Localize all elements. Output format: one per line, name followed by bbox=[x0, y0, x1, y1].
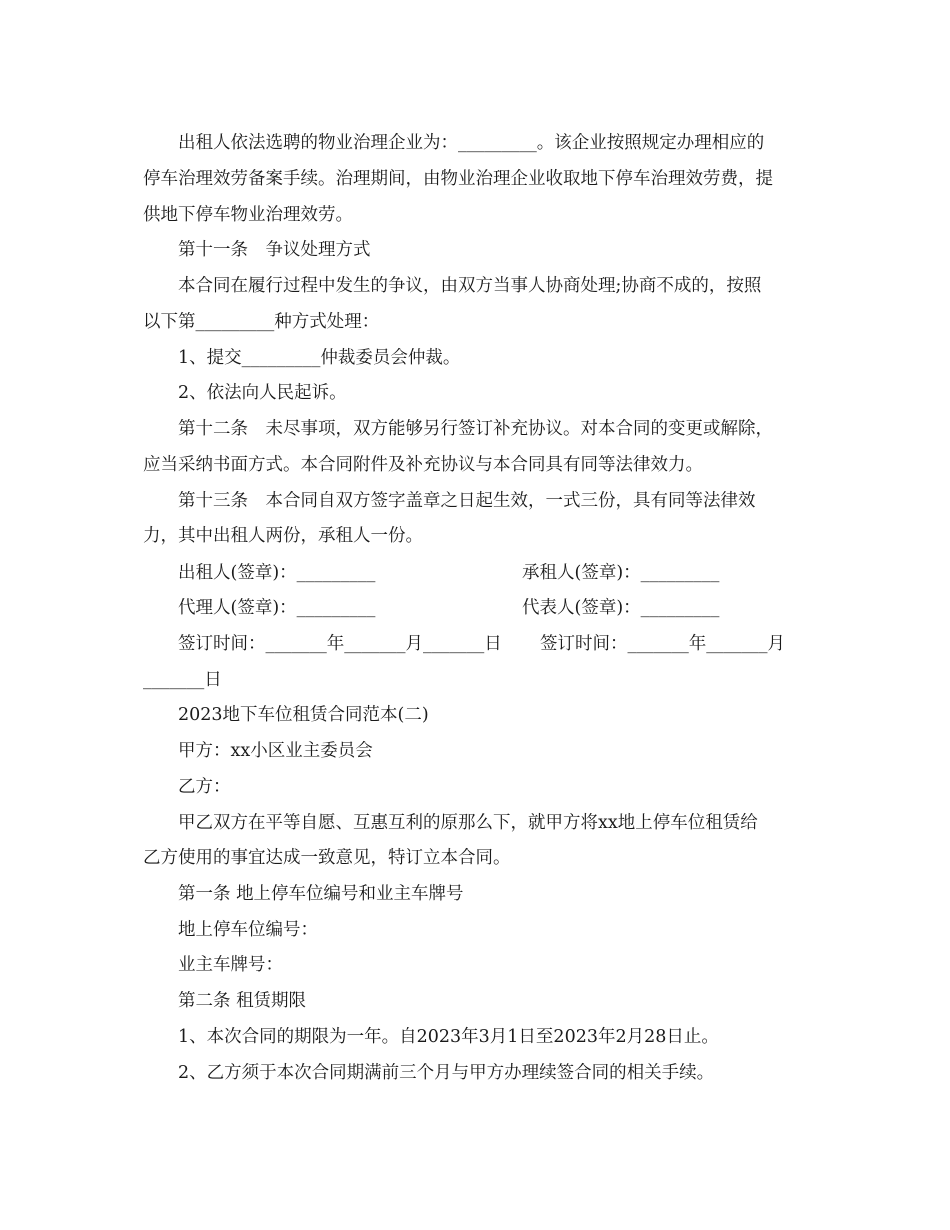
list-item: 1、本次合同的期限为一年。自2023年3月1日至2023年2月28日止。 bbox=[178, 1027, 719, 1047]
text-line: 出租人依法选聘的物业治理企业为：_________。该企业按照规定办理相应的 bbox=[178, 133, 765, 153]
list-item: 2、依法向人民起诉。 bbox=[178, 383, 347, 403]
text-line: 第十三条 本合同自双方签字盖章之日起生效，一式三份，具有同等法律效 bbox=[178, 491, 756, 511]
text-line: 业主车牌号： bbox=[178, 955, 283, 975]
list-item: 1、提交_________仲裁委员会仲裁。 bbox=[178, 348, 461, 368]
representative-signature-field: 代表人(签章)：_________ bbox=[522, 598, 720, 618]
signing-date-field: 签订时间：_______年_______月_______日 bbox=[178, 634, 502, 654]
text-line: 供地下停车物业治理效劳。 bbox=[143, 205, 353, 225]
article-heading: 第十一条 争议处理方式 bbox=[178, 240, 371, 260]
text-line: _______日 bbox=[143, 670, 222, 690]
text-line: 地上停车位编号： bbox=[178, 920, 318, 940]
lessee-signature-field: 承租人(签章)：_________ bbox=[522, 563, 720, 583]
text-line: 甲乙双方在平等自愿、互惠互利的原那么下，就甲方将xx地上停车位租赁给 bbox=[178, 813, 758, 833]
article-heading: 第二条 租赁期限 bbox=[178, 991, 307, 1011]
party-b-line: 乙方： bbox=[178, 777, 231, 797]
text-line: 力，其中出租人两份，承租人一份。 bbox=[143, 526, 423, 546]
text-line: 第十二条 未尽事项，双方能够另行签订补充协议。对本合同的变更或解除， bbox=[178, 419, 773, 439]
text-line: 应当采纳书面方式。本合同附件及补充协议与本合同具有同等法律效力。 bbox=[143, 455, 703, 475]
section-title: 2023地下车位租赁合同范本(二) bbox=[178, 705, 429, 725]
text-line: 以下第_________种方式处理： bbox=[143, 312, 380, 332]
text-line: 停车治理效劳备案手续。治理期间，由物业治理企业收取地下停车治理效劳费，提 bbox=[143, 169, 773, 189]
list-item: 2、乙方须于本次合同期满前三个月与甲方办理续签合同的相关手续。 bbox=[178, 1063, 715, 1083]
agent-signature-field: 代理人(签章)：_________ bbox=[178, 598, 376, 618]
signing-date-field: 签订时间：_______年_______月 bbox=[540, 634, 785, 654]
article-heading: 第一条 地上停车位编号和业主车牌号 bbox=[178, 884, 464, 904]
party-a-line: 甲方：xx小区业主委员会 bbox=[178, 741, 373, 761]
text-line: 本合同在履行过程中发生的争议，由双方当事人协商处理;协商不成的，按照 bbox=[178, 276, 762, 296]
lessor-signature-field: 出租人(签章)：_________ bbox=[178, 563, 376, 583]
text-line: 乙方使用的事宜达成一致意见，特订立本合同。 bbox=[143, 848, 511, 868]
